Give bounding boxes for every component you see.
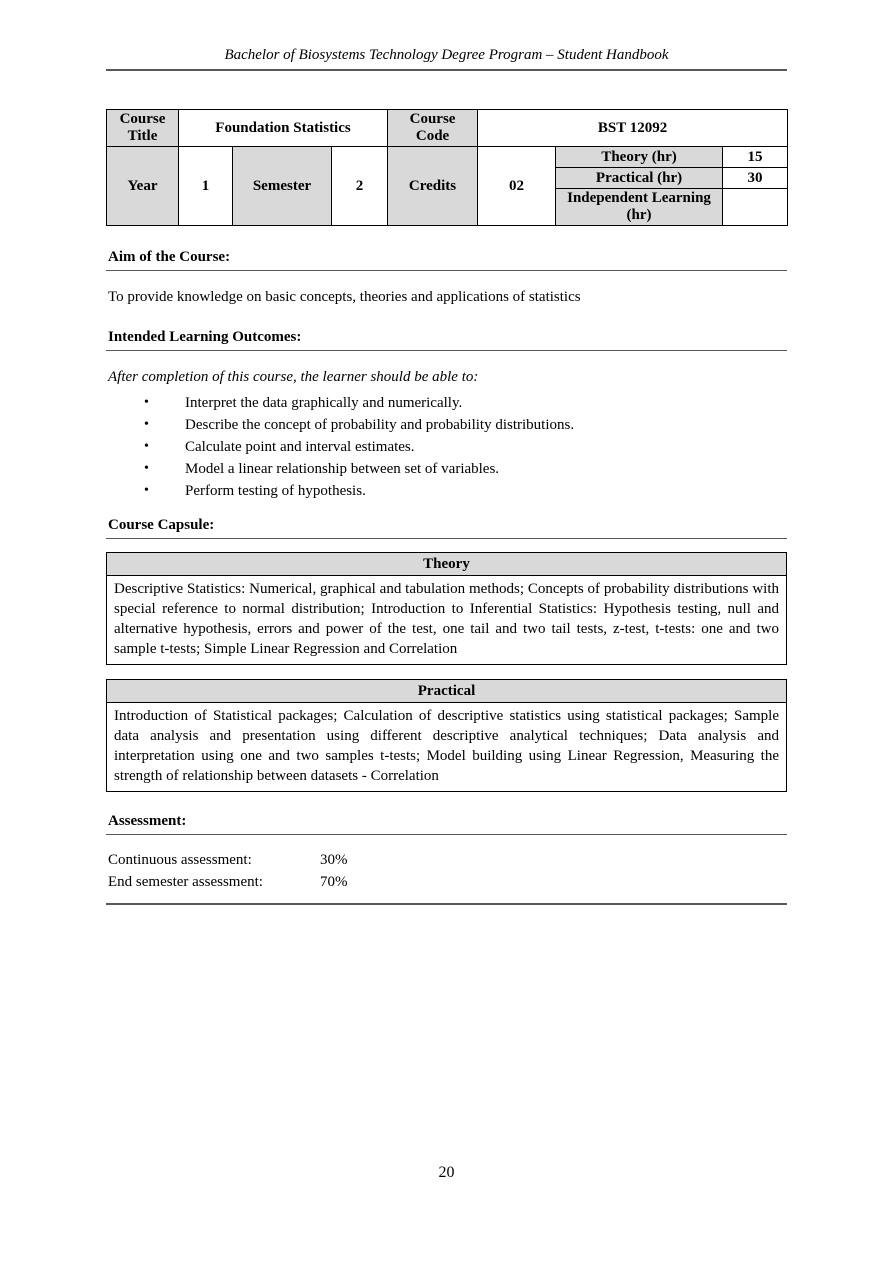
course-title-value: Foundation Statistics	[179, 110, 388, 147]
course-info-table	[106, 109, 788, 226]
credits-label: Credits	[388, 147, 478, 226]
ilo-bullet-item	[106, 392, 787, 414]
page-number: 20	[438, 1164, 455, 1181]
assessment-item-value: 30%	[320, 852, 348, 868]
course-capsule-heading: Course Capsule:	[106, 516, 787, 539]
practical-capsule-block	[106, 679, 787, 792]
bullet-icon: •	[144, 395, 149, 410]
running-header	[106, 46, 787, 71]
aim-text: To provide knowledge on basic concepts, theories and applications of statistics	[108, 289, 581, 305]
ilo-bullet-item	[106, 480, 787, 502]
section-divider	[106, 903, 787, 905]
bullet-icon: •	[144, 483, 149, 498]
ilo-heading: Intended Learning Outcomes:	[106, 328, 787, 351]
ilo-bullet-item	[106, 414, 787, 436]
assessment-item-value: 70%	[320, 874, 348, 890]
semester-value: 2	[332, 147, 388, 226]
course-code-label: Course Code	[388, 110, 478, 147]
assessment-item-label: Continuous assessment:	[108, 852, 252, 868]
assessment-rows	[106, 849, 787, 893]
assessment-item-label: End semester assessment:	[108, 874, 263, 890]
course-title-label: Course Title	[107, 110, 179, 147]
assessment-row	[108, 849, 787, 871]
aim-heading: Aim of the Course:	[106, 248, 787, 271]
practical-capsule-text: Introduction of Statistical packages; Calculation of descriptive statistics using statistical packages; Sample data analysis and presentation using different descriptive analytical techniques; Data analysis and interpretation using one and two samples t-tests; Model building using Linear Regression, Measuring the strength of relationship between datasets - Correlation	[114, 708, 779, 784]
theory-capsule-block	[106, 552, 787, 665]
bullet-icon: •	[144, 439, 149, 454]
credits-value: 02	[478, 147, 556, 226]
ilo-bullet-text: Describe the concept of probability and probability distributions.	[185, 417, 575, 433]
bullet-icon: •	[144, 461, 149, 476]
page-content	[106, 0, 787, 905]
theory-hours-value: 15	[723, 147, 788, 168]
ilo-bullet-item	[106, 436, 787, 458]
ilo-bullet-text: Interpret the data graphically and numerically.	[185, 395, 463, 411]
bullet-icon: •	[144, 417, 149, 432]
ilo-bullet-text: Perform testing of hypothesis.	[185, 483, 366, 499]
assessment-heading: Assessment:	[106, 812, 787, 835]
ilo-bullet-text: Model a linear relationship between set of variables.	[185, 461, 500, 477]
theory-hours-label: Theory (hr)	[556, 147, 723, 168]
assessment-row	[108, 871, 787, 893]
ilo-bullet-text: Calculate point and interval estimates.	[185, 439, 415, 455]
practical-capsule-title: Practical	[107, 680, 786, 703]
theory-capsule-title: Theory	[107, 553, 786, 576]
year-value: 1	[179, 147, 233, 226]
year-label: Year	[107, 147, 179, 226]
practical-hours-label: Practical (hr)	[556, 168, 723, 189]
ilo-list	[106, 392, 787, 502]
course-code-value: BST 12092	[478, 110, 788, 147]
practical-hours-value: 30	[723, 168, 788, 189]
independent-learning-hours-label: Independent Learning (hr)	[556, 189, 723, 226]
independent-learning-hours-value	[723, 189, 788, 226]
semester-label: Semester	[233, 147, 332, 226]
ilo-intro: After completion of this course, the learner should be able to:	[108, 369, 479, 385]
ilo-bullet-item	[106, 458, 787, 480]
running-header-title: Bachelor of Biosystems Technology Degree Program – Student Handbook	[224, 47, 669, 63]
theory-capsule-text: Descriptive Statistics: Numerical, graphical and tabulation methods; Concepts of probability distributions with special reference to normal distribution; Introduction to Inferential Statistics: Hypothesis testing, null and alternative hypothesis, errors and power of the test, one tail and two tail tests, z-test, t-tests: one and two sample t-tests; Simple Linear Regression and Correlation	[114, 581, 779, 657]
